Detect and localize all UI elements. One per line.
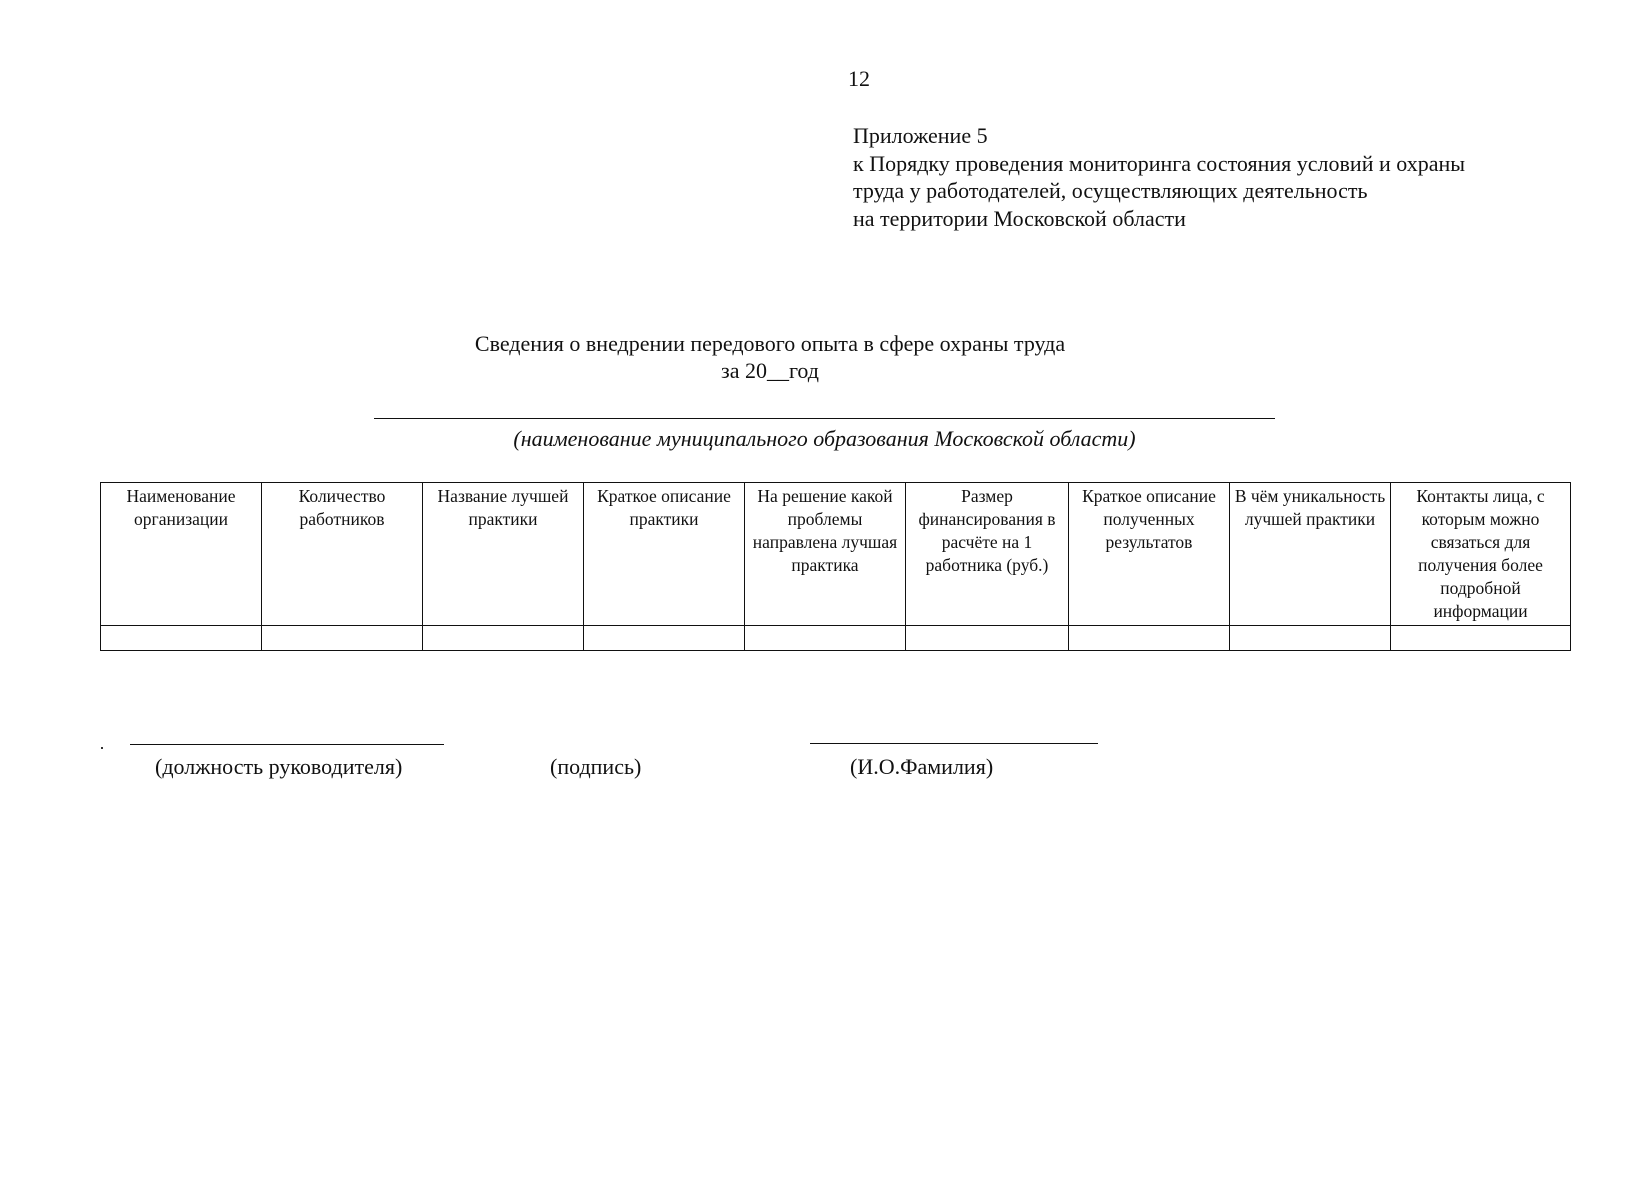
appendix-line: труда у работодателей, осуществляющих деятельность <box>853 178 1368 203</box>
table-cell[interactable] <box>584 626 745 651</box>
appendix-header <box>853 122 1573 232</box>
table-header-cell: Контакты лица, с которым можно связаться для получения более подробной информации <box>1391 483 1571 626</box>
appendix-line: на территории Московской области <box>853 205 1186 231</box>
table-header-cell: Размер финансирования в расчёте на 1 работника (руб.) <box>906 483 1069 626</box>
name-fill-line <box>810 743 1098 744</box>
appendix-line: Приложение 5 <box>853 123 988 148</box>
table-cell[interactable] <box>1069 626 1230 651</box>
municipality-fill-line <box>374 418 1275 419</box>
appendix-line: к Порядку проведения мониторинга состояния условий и охраны <box>853 150 1466 176</box>
table-header-cell: Краткое описание практики <box>584 483 745 626</box>
signature-label: (подпись) <box>550 754 642 779</box>
position-fill-line <box>130 744 444 745</box>
table-header-cell: В чём уникальность лучшей практики <box>1230 483 1391 626</box>
table-header-cell: Количество работников <box>262 483 423 626</box>
scan-speck <box>101 747 103 749</box>
page-number: 12 <box>848 66 870 91</box>
municipality-caption: (наименование муниципального образования Московской области) <box>513 426 1136 451</box>
table-row <box>101 626 1571 651</box>
table-cell[interactable] <box>745 626 906 651</box>
table-header-cell: Наименование организации <box>101 483 262 626</box>
position-label: (должность руководителя) <box>155 754 403 779</box>
table-cell[interactable] <box>101 626 262 651</box>
table-header-cell: Название лучшей практики <box>423 483 584 626</box>
practice-table <box>100 482 1571 651</box>
name-label: (И.О.Фамилия) <box>850 754 994 779</box>
table-cell[interactable] <box>423 626 584 651</box>
table-header-row <box>101 483 1571 626</box>
table-cell[interactable] <box>262 626 423 651</box>
title-line: Сведения о внедрении передового опыта в сфере охраны труда <box>474 331 1066 356</box>
table-cell[interactable] <box>1230 626 1391 651</box>
table-cell[interactable] <box>1391 626 1571 651</box>
table-header-cell: Краткое описание полученных результатов <box>1069 483 1230 626</box>
title-year-line: за 20__год <box>721 358 819 383</box>
table-cell[interactable] <box>906 626 1069 651</box>
table-header-cell: На решение какой проблемы направлена лучшая практика <box>745 483 906 626</box>
document-title <box>330 330 1210 384</box>
